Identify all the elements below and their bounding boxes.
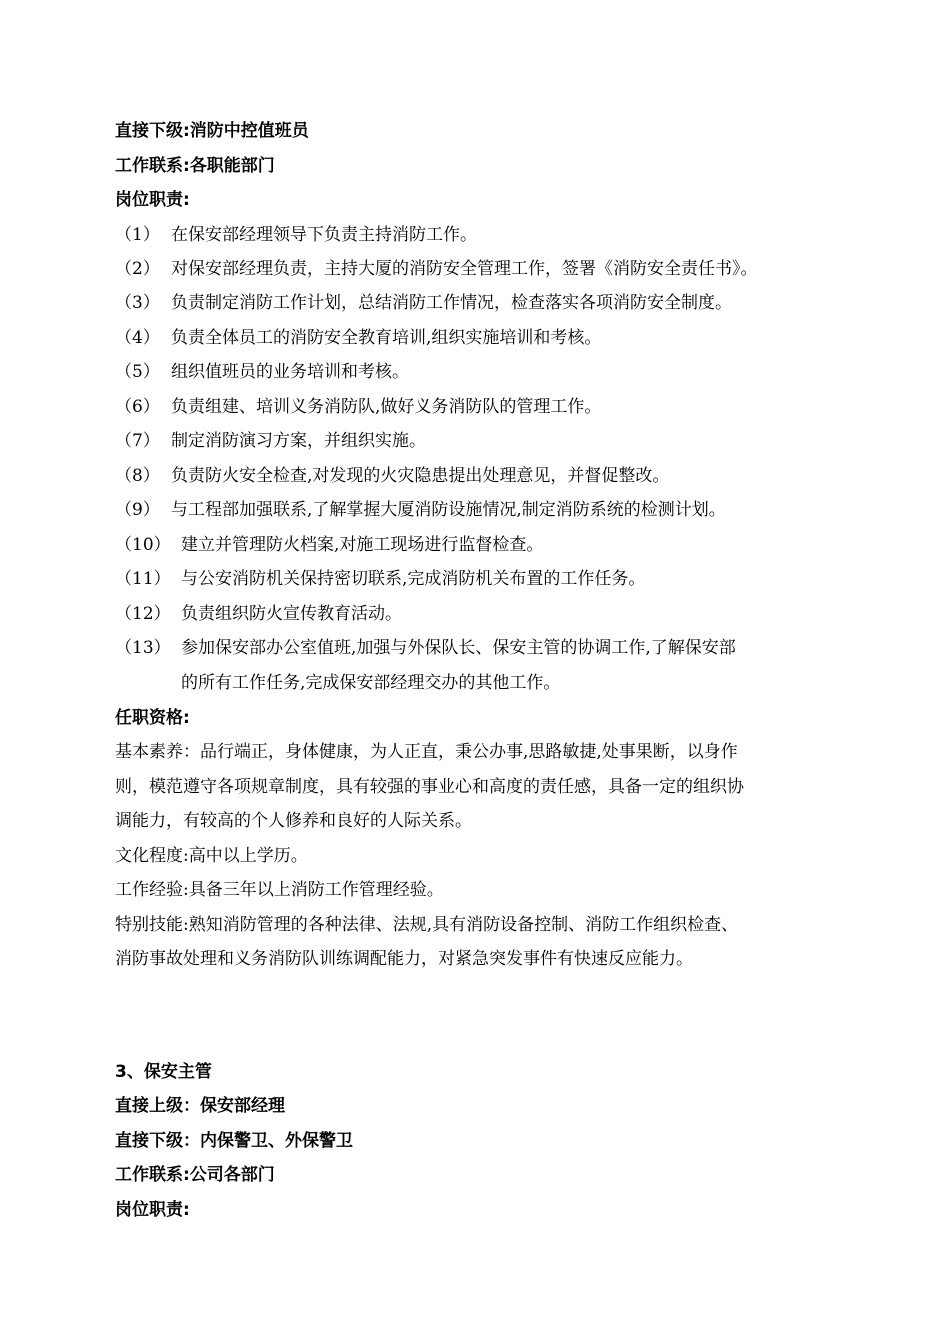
- duty-item: [115, 397, 601, 417]
- duty-number: （2）: [115, 259, 160, 279]
- direct-subordinate-line: 直接下级:消防中控值班员: [115, 121, 309, 141]
- basic-quality-line: 则，模范遵守各项规章制度，具有较强的事业心和高度的责任感，具备一定的组织协: [115, 777, 744, 797]
- duty-item: [115, 225, 477, 245]
- duty-text: 建立并管理防火档案,对施工现场进行监督检查。: [181, 535, 544, 555]
- duty-item: [115, 466, 669, 486]
- duty-number: （1）: [115, 225, 160, 245]
- duty-text: 对保安部经理负责，主持大厦的消防安全管理工作，签署《消防安全责任书》。: [171, 259, 758, 279]
- duty-item: [115, 604, 402, 624]
- education-line: 文化程度:高中以上学历。: [115, 846, 308, 866]
- basic-quality-line: 基本素养：品行端正，身体健康，为人正直，秉公办事,思路敏捷,处事果断，以身作: [115, 742, 738, 762]
- duty-number: （10）: [115, 535, 171, 555]
- duty-item: [115, 535, 543, 555]
- duty-item: [115, 569, 645, 589]
- duty-text: 组织值班员的业务培训和考核。: [171, 362, 409, 382]
- duty-number: （11）: [115, 569, 171, 589]
- direct-superior-line: 直接上级：保安部经理: [115, 1096, 285, 1116]
- duties-heading: 岗位职责:: [115, 190, 190, 210]
- basic-quality-line: 调能力，有较高的个人修养和良好的人际关系。: [115, 811, 472, 831]
- duty-text: 与工程部加强联系,了解掌握大厦消防设施情况,制定消防系统的检测计划。: [171, 500, 726, 520]
- duty-number: （7）: [115, 431, 160, 451]
- duty-text: 在保安部经理领导下负责主持消防工作。: [171, 225, 477, 245]
- duty-item: [115, 293, 732, 313]
- duty-item: [115, 500, 726, 520]
- duty-number: （12）: [115, 604, 171, 624]
- work-contact-line: 工作联系:公司各部门: [115, 1165, 275, 1185]
- duty-item-continuation: 的所有工作任务,完成保安部经理交办的其他工作。: [181, 673, 561, 693]
- duty-item: [115, 431, 426, 451]
- duty-number: （6）: [115, 397, 160, 417]
- section-title: 3、保安主管: [115, 1062, 212, 1082]
- duty-item: [115, 638, 736, 658]
- duty-text: 负责制定消防工作计划，总结消防工作情况，检查落实各项消防安全制度。: [171, 293, 732, 313]
- duty-number: （4）: [115, 328, 160, 348]
- duty-number: （13）: [115, 638, 171, 658]
- duty-text: 负责组建、培训义务消防队,做好义务消防队的管理工作。: [171, 397, 602, 417]
- qualifications-heading: 任职资格:: [115, 708, 190, 728]
- duties-heading: 岗位职责:: [115, 1200, 190, 1220]
- direct-subordinate-line: 直接下级：内保警卫、外保警卫: [115, 1131, 353, 1151]
- duty-number: （5）: [115, 362, 160, 382]
- duty-number: （3）: [115, 293, 160, 313]
- duty-text: 负责防火安全检查,对发现的火灾隐患提出处理意见，并督促整改。: [171, 466, 670, 486]
- special-skill-line: 消防事故处理和义务消防队训练调配能力，对紧急突发事件有快速反应能力。: [115, 949, 693, 969]
- duty-text: 负责组织防火宣传教育活动。: [181, 604, 402, 624]
- duty-item: [115, 328, 601, 348]
- duty-text: 与公安消防机关保持密切联系,完成消防机关布置的工作任务。: [181, 569, 646, 589]
- duty-number: （8）: [115, 466, 160, 486]
- duty-text: 制定消防演习方案，并组织实施。: [171, 431, 426, 451]
- duty-number: （9）: [115, 500, 160, 520]
- duty-text: 负责全体员工的消防安全教育培训,组织实施培训和考核。: [171, 328, 602, 348]
- duty-item: [115, 362, 409, 382]
- special-skill-line: 特别技能:熟知消防管理的各种法律、法规,具有消防设备控制、消防工作组织检查、: [115, 915, 739, 935]
- experience-line: 工作经验:具备三年以上消防工作管理经验。: [115, 880, 444, 900]
- duty-text: 参加保安部办公室值班,加强与外保队长、保安主管的协调工作,了解保安部: [181, 638, 736, 658]
- duty-item: [115, 259, 758, 279]
- work-contact-line: 工作联系:各职能部门: [115, 156, 275, 176]
